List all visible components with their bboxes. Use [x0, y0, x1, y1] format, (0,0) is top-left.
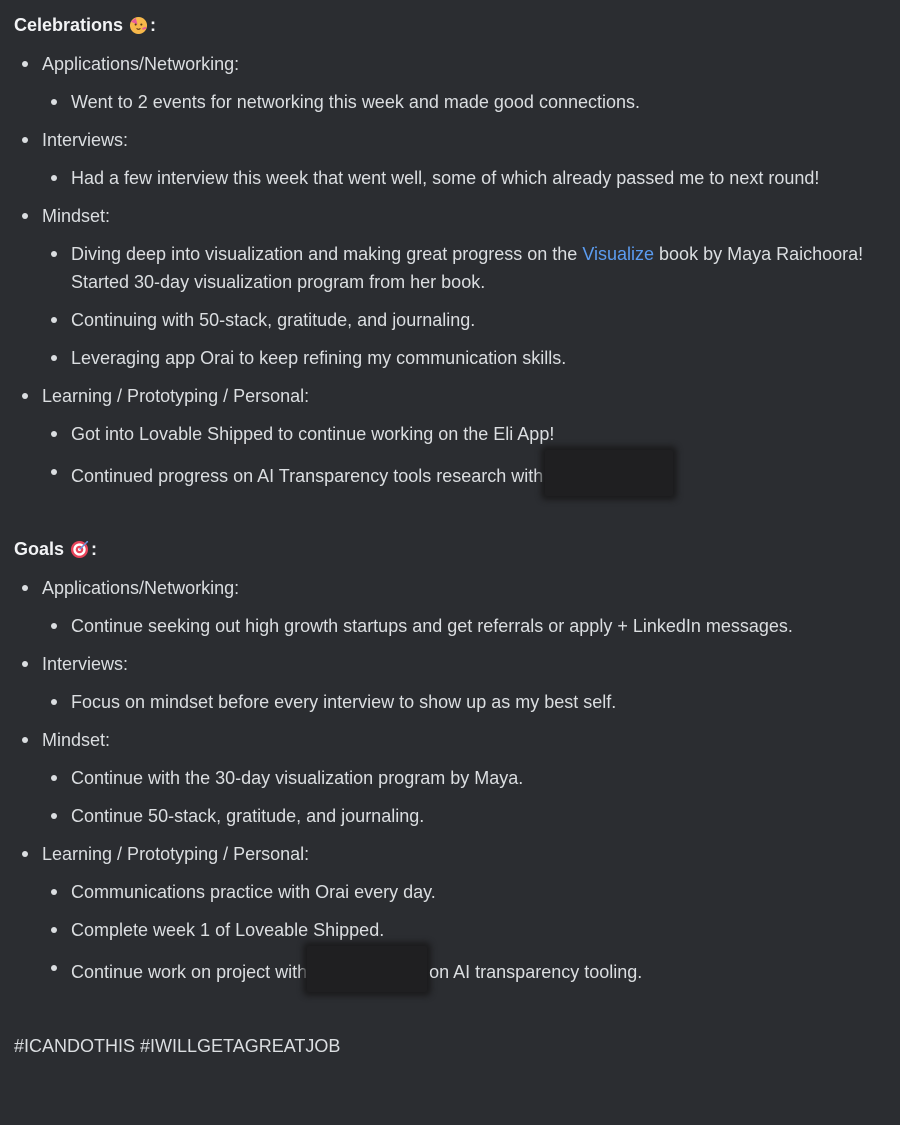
list-item: Continue 50-stack, gratitude, and journaling. [42, 802, 886, 830]
list-item [14, 726, 886, 830]
list-item: Communications practice with Orai every day. [42, 878, 886, 906]
list-item: Focus on mindset before every interview to show up as my best self. [42, 688, 886, 716]
group-label: Interviews: [42, 130, 129, 150]
celebrations-heading [14, 10, 886, 40]
group-label: Applications/Networking: [42, 578, 240, 598]
group-label: Learning / Prototyping / Personal: [42, 844, 310, 864]
list-item: Had a few interview this week that went well, some of which already passed me to next round! [42, 164, 886, 192]
goals-heading [14, 534, 886, 564]
list-item [42, 240, 886, 296]
list-item: Continue with the 30-day visualization program by Maya. [42, 764, 886, 792]
celebrations-colon: : [150, 15, 157, 35]
list-item [14, 50, 886, 116]
item-text: Continued progress on AI Transparency tools research with [71, 465, 544, 486]
celebrations-title: Celebrations [14, 15, 124, 35]
goals-title: Goals [14, 539, 65, 559]
group-label: Interviews: [42, 654, 129, 674]
message-body [14, 10, 886, 1060]
group-label: Applications/Networking: [42, 54, 240, 74]
list-item [42, 954, 886, 992]
item-text: on AI transparency tooling. [429, 961, 643, 982]
list-item: Went to 2 events for networking this week and made good connections. [42, 88, 886, 116]
item-text: book by Maya Raichoora! Started 30-day visualization program from her book. [71, 244, 864, 292]
list-item [14, 126, 886, 192]
list-item [14, 650, 886, 716]
group-label: Mindset: [42, 206, 111, 226]
visualize-book-link[interactable]: Visualize [582, 244, 655, 264]
list-item: Leveraging app Orai to keep refining my communication skills. [42, 344, 886, 372]
list-item: Complete week 1 of Loveable Shipped. [42, 916, 886, 944]
redacted-name-block [545, 450, 673, 496]
list-item: Continuing with 50-stack, gratitude, and journaling. [42, 306, 886, 334]
goals-list [14, 574, 886, 992]
goals-colon: : [91, 539, 98, 559]
hashtags: #ICANDOTHIS #IWILLGETAGREATJOB [14, 1036, 341, 1056]
item-text: Continue work on project with [71, 961, 308, 982]
list-item [14, 202, 886, 372]
redacted-name-block [307, 946, 427, 992]
partying-face-icon [129, 16, 148, 35]
item-text: Diving deep into visualization and making great progress on the [71, 244, 583, 264]
list-item [14, 574, 886, 640]
list-item [42, 458, 886, 496]
list-item: Got into Lovable Shipped to continue working on the Eli App! [42, 420, 886, 448]
group-label: Mindset: [42, 730, 111, 750]
list-item: Continue seeking out high growth startups and get referrals or apply + LinkedIn messages. [42, 612, 886, 640]
celebrations-list [14, 50, 886, 496]
list-item [14, 840, 886, 992]
group-label: Learning / Prototyping / Personal: [42, 386, 310, 406]
list-item [14, 382, 886, 496]
direct-hit-icon [70, 540, 89, 559]
